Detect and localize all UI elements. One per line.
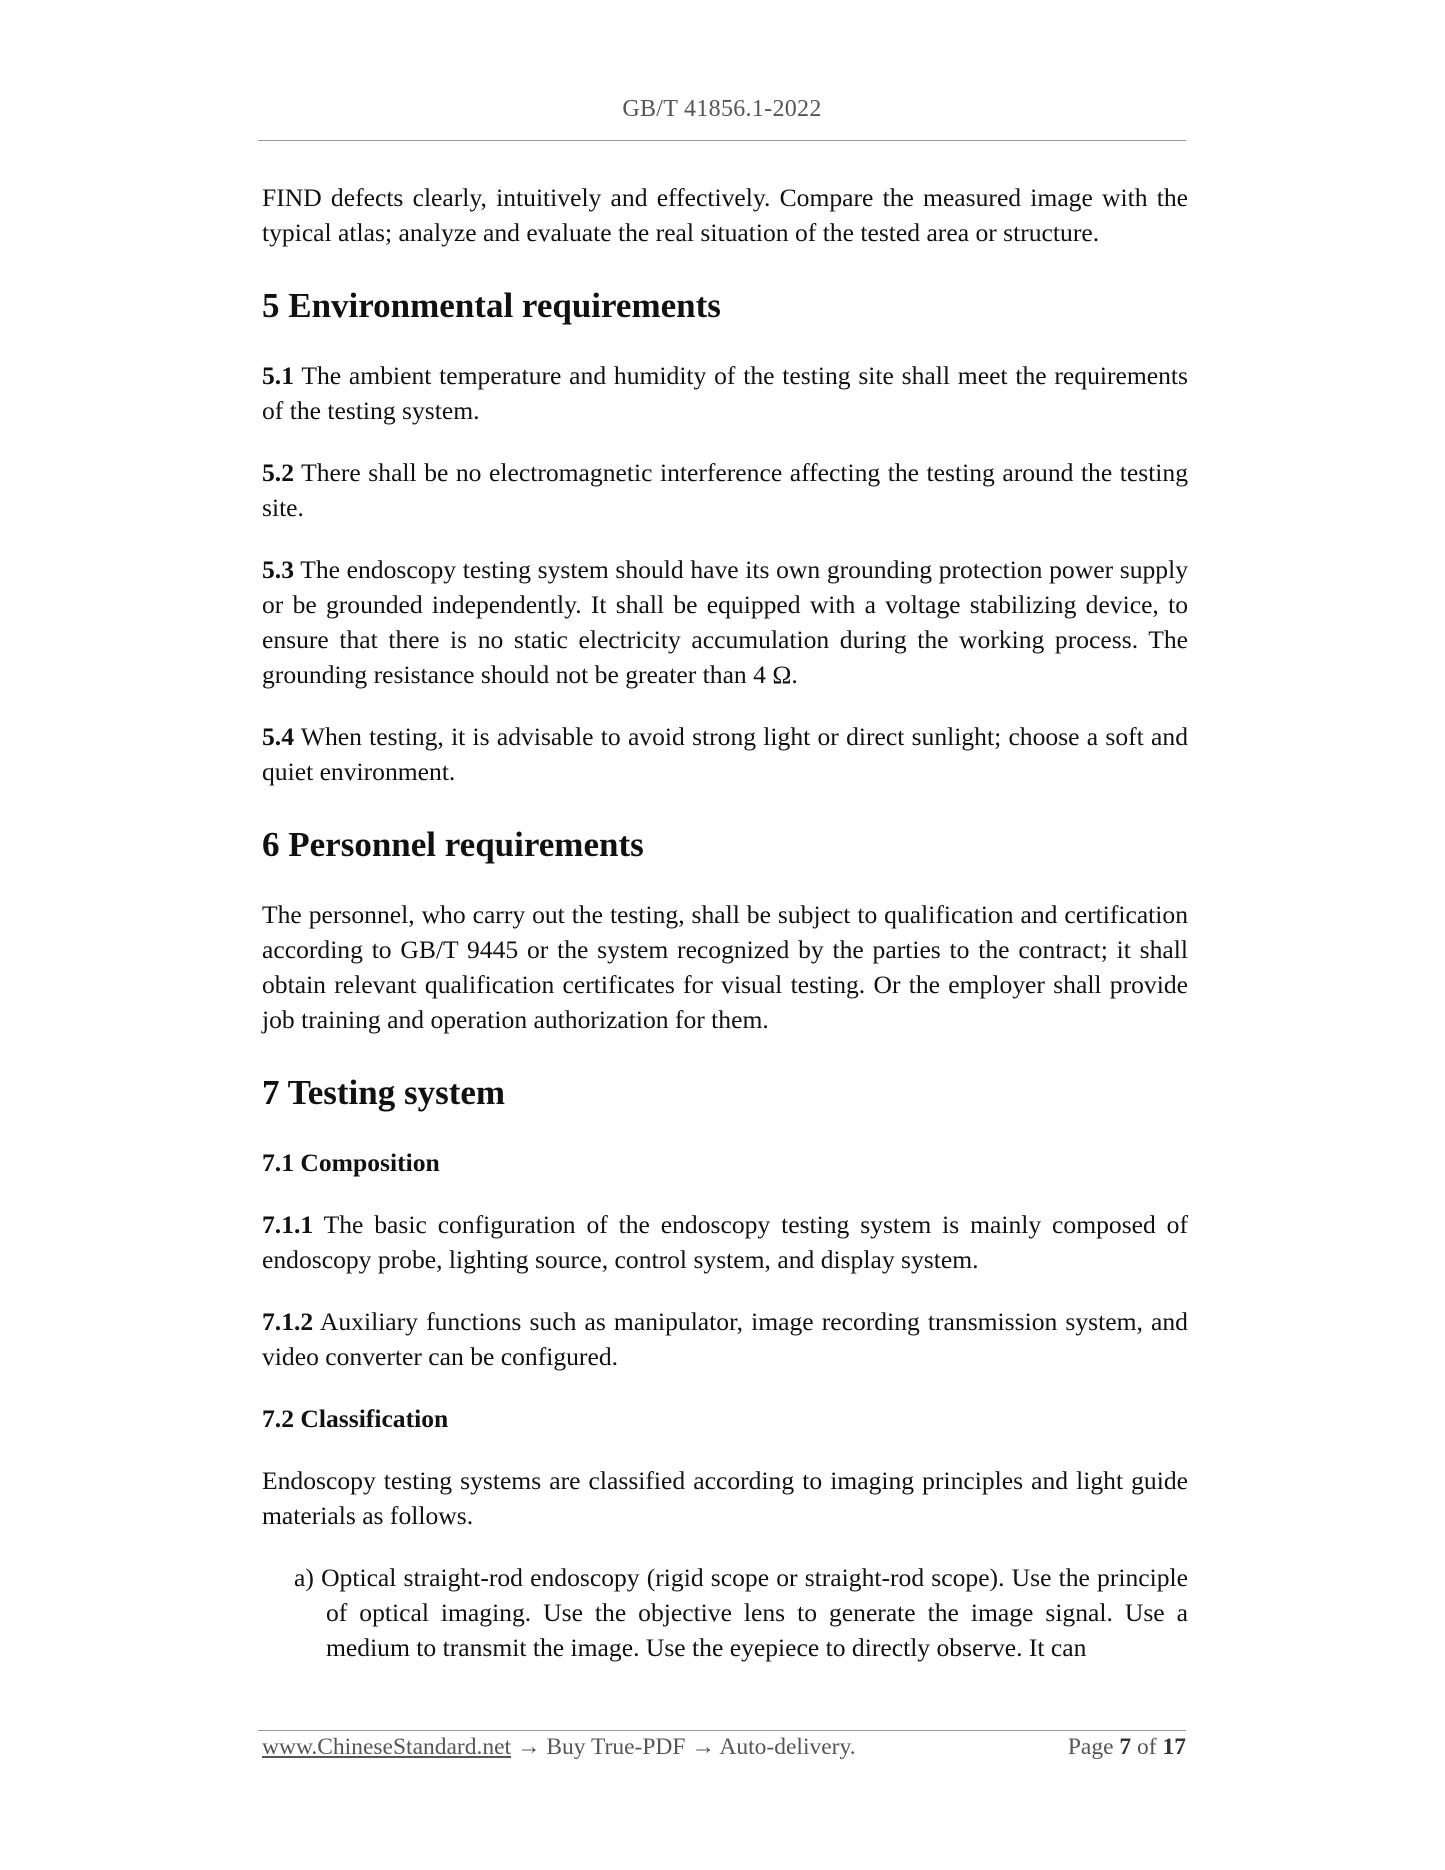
section-5-heading: 5 Environmental requirements [262, 286, 721, 325]
buy-true-pdf-text: Buy True-PDF [546, 1734, 686, 1760]
subsection-7-2-heading: 7.2 Classification [262, 1404, 449, 1433]
section-7-heading: 7 Testing system [262, 1073, 506, 1112]
clause-text: When testing, it is advisable to avoid strong light or direct sunlight; choose a soft and quiet environment. [262, 722, 1188, 786]
clause-text: The ambient temperature and humidity of the testing site shall meet the requirements of the testing system. [262, 361, 1188, 425]
clause-text: There shall be no electromagnetic interference affecting the testing around the testing site. [262, 458, 1189, 522]
document-id-header: GB/T 41856.1-2022 [622, 96, 822, 122]
total-pages: 17 [1162, 1734, 1186, 1760]
clause-7-1-1 [262, 1207, 1188, 1277]
footer-divider [258, 1730, 1186, 1731]
list-marker: a) [294, 1563, 314, 1592]
clause-5-3 [262, 552, 1188, 692]
clause-number: 5.3 [262, 555, 294, 584]
clause-number: 7.1.1 [262, 1210, 314, 1239]
page-word: Page [1067, 1734, 1114, 1760]
clause-text: Auxiliary functions such as manipulator, image recording transmission system, and video converter can be configured. [262, 1307, 1188, 1371]
clause-text: The basic configuration of the endoscopy testing system is mainly composed of endoscopy probe, lighting source, control system, and display system. [262, 1210, 1188, 1274]
header-divider [258, 140, 1186, 141]
page-content [262, 180, 1188, 1665]
arrow-right-icon: → [516, 1734, 541, 1760]
section-6-heading: 6 Personnel requirements [262, 825, 644, 864]
clause-number: 5.2 [262, 458, 294, 487]
auto-delivery-text: Auto-delivery. [719, 1734, 856, 1760]
subsection-7-2-paragraph: Endoscopy testing systems are classified according to imaging principles and light guide materials as follows. [262, 1466, 1188, 1530]
arrow-right-icon: → [691, 1734, 715, 1760]
clause-5-2 [262, 455, 1188, 525]
clause-number: 5.1 [262, 361, 294, 390]
of-word: of [1137, 1734, 1157, 1760]
subsection-7-1-heading: 7.1 Composition [262, 1148, 440, 1177]
clause-text: The endoscopy testing system should have its own grounding protection power supply or be grounded independently. It shall be equipped with a voltage stabilizing device, to ensure that there is no static electricity accumulation during the working process. The grounding resistance should not be greater than 4 Ω. [262, 555, 1189, 689]
list-item [294, 1560, 1188, 1665]
clause-number: 7.1.2 [262, 1307, 314, 1336]
clause-5-4 [262, 719, 1188, 789]
page-indicator [1068, 1734, 1186, 1761]
website-link[interactable]: www.ChineseStandard.net [262, 1734, 512, 1760]
list-item-text: Optical straight-rod endoscopy (rigid scope or straight-rod scope). Use the principle of optical imaging. Use the objective lens to generate the image signal. Use a medium to transmit the image. Use the eyepiece to directly observe. It can [321, 1563, 1188, 1662]
section-6-paragraph: The personnel, who carry out the testing, shall be subject to qualification and certification according to GB/T 9445 or the system recognized by the parties to the contract; it shall obtain relevant qualification certificates for visual testing. Or the employer shall provide job training and operation authorization for them. [262, 900, 1188, 1034]
clause-7-1-2 [262, 1304, 1188, 1374]
intro-paragraph: FIND defects clearly, intuitively and effectively. Compare the measured image with the typical atlas; analyze and evaluate the real situation of the tested area or structure. [262, 183, 1188, 247]
clause-number: 5.4 [262, 722, 294, 751]
current-page: 7 [1119, 1734, 1132, 1760]
clause-5-1 [262, 358, 1188, 428]
footer-promo [262, 1734, 856, 1761]
